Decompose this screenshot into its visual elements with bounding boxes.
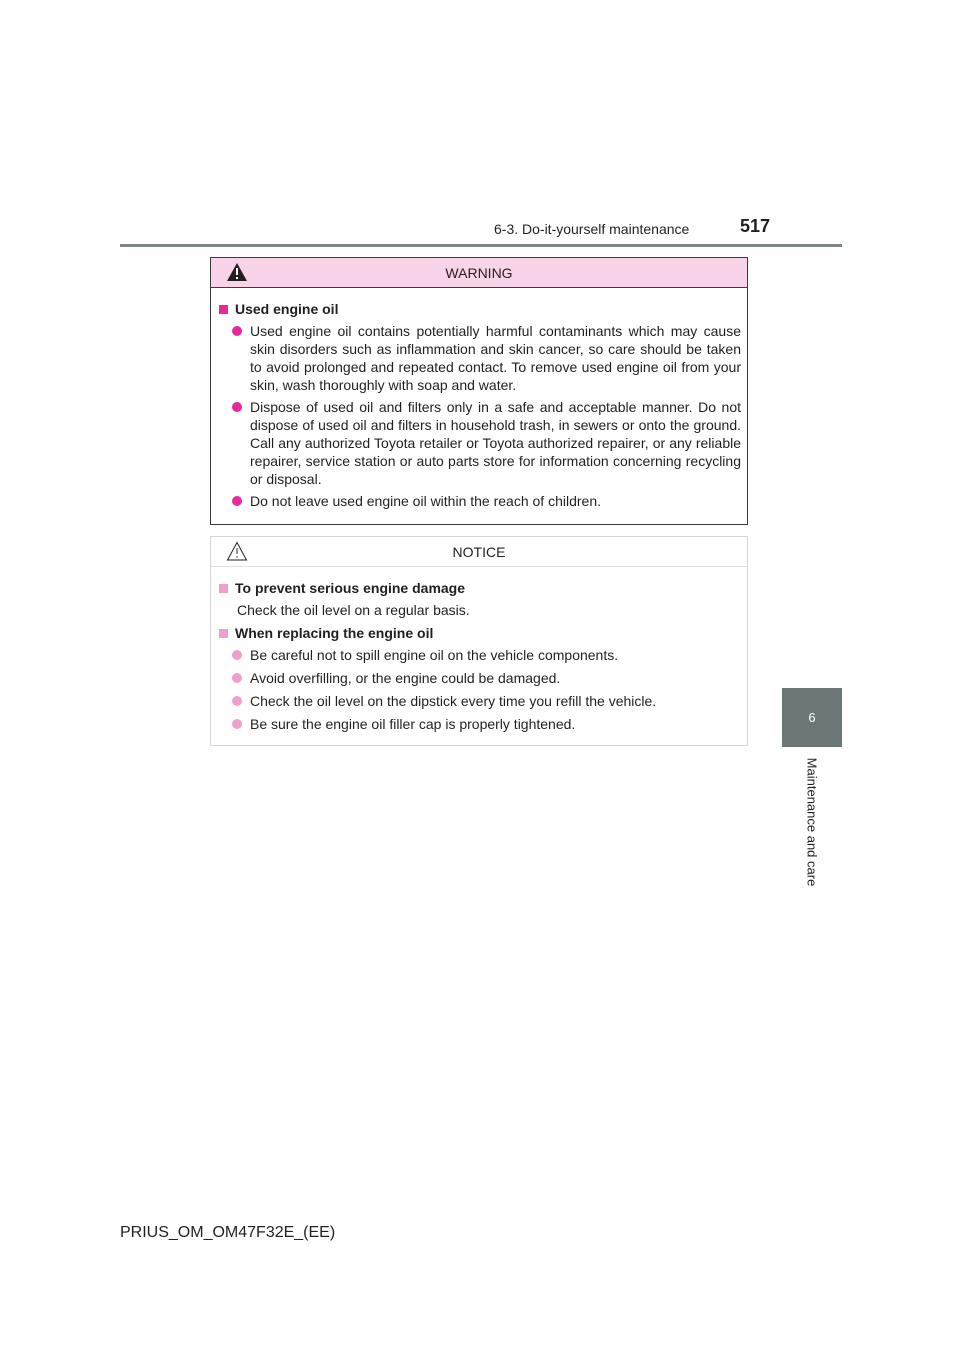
warning-section-title-text: Used engine oil (235, 301, 339, 317)
section-header: 6-3. Do-it-yourself maintenance (494, 221, 690, 237)
notice-section-title-text: To prevent serious engine damage (235, 580, 466, 596)
notice-section-text: Check the oil level on a regular basis. (237, 602, 470, 618)
notice-header (211, 537, 747, 567)
notice-bullet (232, 646, 741, 664)
caution-triangle-icon (226, 541, 248, 561)
square-bullet-icon (219, 584, 228, 593)
warning-bullet (232, 492, 741, 510)
notice-section-title (218, 624, 741, 642)
warning-box (210, 257, 748, 525)
notice-bullet-text: Be sure the engine oil filler cap is properly tightened. (250, 716, 576, 732)
warning-bullet (232, 322, 741, 394)
warning-label: WARNING (445, 264, 513, 281)
notice-label: NOTICE (452, 543, 506, 560)
circle-bullet-icon (232, 696, 242, 706)
page-number: 517 (740, 216, 771, 236)
warning-bullet-text: Do not leave used engine oil within the reach of children. (250, 493, 601, 509)
warning-bullet-text: Used engine oil contains potentially harmful contaminants which may cause skin disorders such as inflammation and skin cancer, so care should be taken to avoid prolonged and repeated contact. To remove used engine oil from your skin, wash thoroughly with soap and water. (250, 323, 741, 393)
warning-triangle-icon (226, 262, 248, 282)
notice-section-title-text: When replacing the engine oil (235, 625, 434, 641)
circle-bullet-icon (232, 496, 242, 506)
notice-bullet-text: Check the oil level on the dipstick every time you refill the vehicle. (250, 693, 657, 709)
chapter-tab (782, 688, 842, 747)
notice-section-title (218, 579, 741, 597)
warning-bullet-text: Dispose of used oil and filters only in a safe and acceptable manner. Do not dispose of used oil and filters in household trash, in sewers or onto the ground. Call any authorized Toyota retailer or Toyota authorized repairer, or any reliable repairer, service station or auto parts store for information concerning recycling or disposal. (250, 399, 741, 487)
warning-bullet (232, 398, 741, 488)
warning-body (211, 288, 747, 510)
notice-bullet (232, 692, 741, 710)
document-code: PRIUS_OM_OM47F32E_(EE) (120, 1224, 336, 1241)
notice-bullet (232, 669, 741, 687)
circle-bullet-icon (232, 402, 242, 412)
circle-bullet-icon (232, 650, 242, 660)
square-bullet-icon (219, 305, 228, 314)
warning-header (211, 258, 747, 288)
header-rule (120, 244, 842, 247)
chapter-label: Maintenance and care (804, 757, 820, 887)
notice-bullet (232, 715, 741, 733)
warning-section-title (218, 300, 741, 318)
notice-bullet-text: Avoid overfilling, or the engine could be damaged. (250, 670, 561, 686)
square-bullet-icon (219, 629, 228, 638)
notice-bullet-text: Be careful not to spill engine oil on the vehicle components. (250, 647, 619, 663)
circle-bullet-icon (232, 326, 242, 336)
notice-body (211, 567, 747, 733)
chapter-number: 6 (808, 710, 816, 725)
circle-bullet-icon (232, 719, 242, 729)
circle-bullet-icon (232, 673, 242, 683)
notice-box (210, 536, 748, 746)
